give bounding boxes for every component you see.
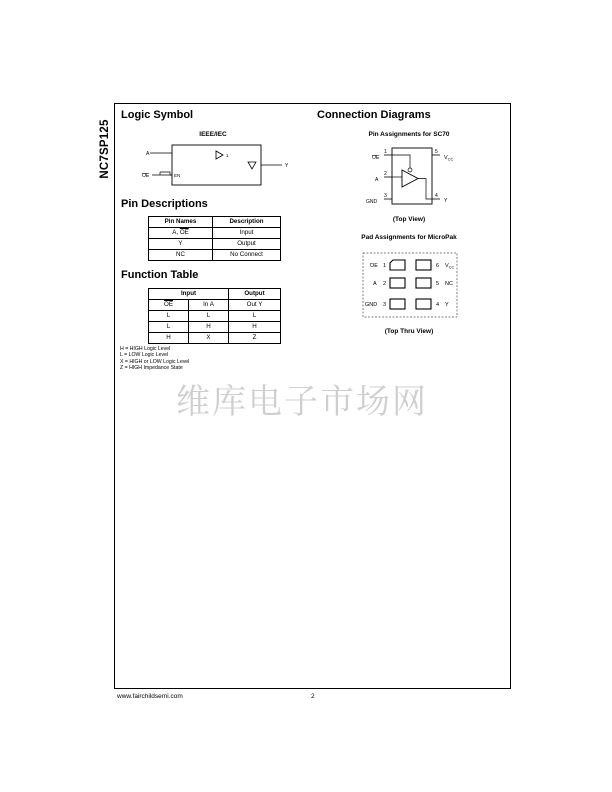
sub-header: $\overline{OE}$ (149, 300, 189, 311)
footer-page-number: 2 (311, 693, 315, 700)
micropak-pad2 (390, 278, 405, 288)
note-line: X = HIGH or LOW Logic Level (120, 358, 190, 365)
table-cell: X (189, 333, 229, 344)
sc70-pin5-name: $V_{CC}$ (444, 155, 454, 162)
logic-one-label: 1 (226, 153, 229, 158)
table-row (149, 311, 281, 322)
table-row (149, 322, 281, 333)
table-cell: A, $\overline{OE}$ (149, 228, 213, 239)
function-table (148, 288, 281, 344)
micropak-pad5 (416, 278, 431, 288)
micropak-caption: (Top Thru View) (384, 328, 434, 335)
part-number-sidebar (96, 103, 114, 193)
table-row (149, 239, 281, 250)
enable-pulse-icon (160, 172, 172, 175)
sc70-pin1-num: 1 (384, 149, 387, 155)
table-cell: NC (149, 250, 213, 261)
micropak-pad6-num: 6 (436, 263, 440, 269)
table-cell: L (189, 311, 229, 322)
sc70-pin3-name: GND (366, 199, 378, 205)
micropak-pad4 (416, 299, 431, 309)
sc70-pin5-num: 5 (435, 149, 438, 155)
tristate-triangle-icon (248, 162, 256, 169)
table-row (149, 250, 281, 261)
pin-descriptions-table (148, 216, 281, 261)
table-sub-header-row (149, 300, 281, 311)
note-line: H = HIGH Logic Level (120, 346, 171, 352)
sc70-pin4-name: Y (444, 198, 448, 204)
table-cell: H (189, 322, 229, 333)
function-table-notes (120, 346, 189, 371)
micropak-pad1-name: OE (370, 263, 378, 269)
table-cell: H (149, 333, 189, 344)
micropak-pad1-num: 1 (383, 263, 387, 269)
micropak-pad5-num: 5 (436, 281, 440, 287)
group-header-output: Output (229, 289, 281, 300)
sc70-enable-wire (392, 155, 410, 168)
sc70-buffer-icon (402, 170, 418, 187)
function-table-title: Function Table (121, 269, 199, 281)
sc70-pin4-num: 4 (435, 193, 438, 199)
logic-symbol-title: Logic Symbol (121, 109, 194, 121)
logic-symbol-diagram (140, 143, 300, 189)
micropak-pad5-name: NC (445, 281, 453, 287)
table-cell: Z (229, 333, 281, 344)
note-line: Z = HIGH Impedance State (120, 364, 183, 371)
connection-diagrams-title: Connection Diagrams (317, 109, 431, 121)
micropak-pad2-num: 2 (383, 281, 387, 287)
table-cell: No Connect (213, 250, 281, 261)
buffer-triangle-icon (216, 151, 223, 159)
col-header: Description (213, 217, 281, 228)
table-row (149, 228, 281, 239)
micropak-pad6-name: $V_{CC}$ (445, 263, 455, 270)
table-cell: Y (149, 239, 213, 250)
table-cell: L (149, 322, 189, 333)
micropak-pad4-name: Y (445, 302, 449, 308)
part-number-text: NC7SP125 (99, 119, 111, 179)
sc70-enable-bubble-icon (408, 168, 412, 172)
table-cell: L (229, 311, 281, 322)
watermark-text: 维库电子市场网 (176, 382, 428, 422)
pin-descriptions-title: Pin Descriptions (121, 198, 208, 210)
micropak-title: Pad Assignments for MicroPak (361, 234, 457, 241)
sc70-pin1-name: OE (372, 155, 380, 161)
micropak-pad3-num: 3 (383, 302, 387, 308)
table-cell: Output (213, 239, 281, 250)
table-row (149, 333, 281, 344)
logic-symbol-subtitle: IEEE/IEC (199, 131, 227, 138)
table-cell: Input (213, 228, 281, 239)
micropak-pad1-chamfered (390, 260, 405, 270)
sc70-title: Pin Assignments for SC70 (368, 131, 450, 138)
table-group-header-row (149, 289, 281, 300)
sc70-pin2-num: 2 (384, 171, 387, 177)
logic-en-label: EN (174, 173, 181, 178)
table-cell: H (229, 322, 281, 333)
micropak-diagram (360, 251, 470, 321)
col-header: Pin Names (149, 217, 213, 228)
micropak-pad3 (390, 299, 405, 309)
sc70-pin3-num: 3 (384, 193, 387, 199)
micropak-pad4-num: 4 (436, 302, 440, 308)
micropak-pad3-name: GND (365, 302, 378, 308)
sub-header: Out Y (229, 300, 281, 311)
table-header-row (149, 217, 281, 228)
sc70-pin2-name: A (375, 177, 379, 183)
logic-pin-a: A (146, 151, 150, 157)
sc70-output-wire (418, 179, 432, 200)
sub-header: In A (189, 300, 229, 311)
group-header-input: Input (149, 289, 229, 300)
footer-website: www.fairchildsemi.com (117, 693, 183, 700)
micropak-pad2-name: A (373, 281, 377, 287)
sc70-diagram (362, 143, 462, 209)
note-line: L = LOW Logic Level (120, 352, 169, 359)
logic-pin-y: Y (285, 163, 289, 169)
logic-pin-oe: OE (142, 173, 150, 179)
micropak-pad6 (416, 260, 431, 270)
table-cell: L (149, 311, 189, 322)
sc70-caption: (Top View) (392, 216, 426, 223)
